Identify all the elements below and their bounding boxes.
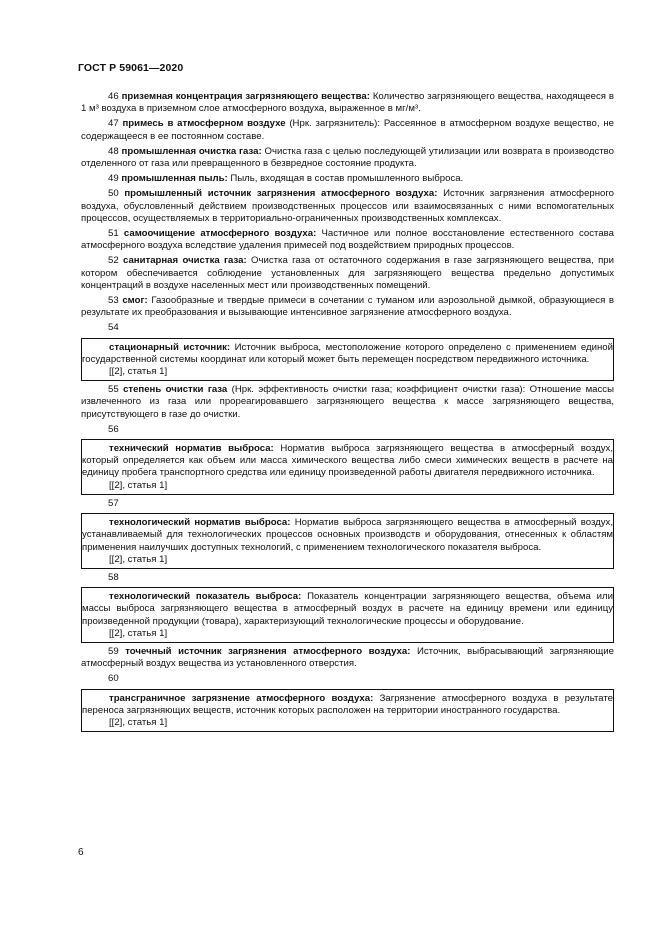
- quoted-definition-box: [81, 513, 614, 569]
- document-body: [81, 91, 614, 735]
- entry-number: 56: [108, 423, 119, 435]
- entry-number: 48: [108, 145, 119, 157]
- term-definition: (Нрк. загрязнитель): Рассеянное в атмосферном воздухе вещество, не содержащееся в ее постоянном составе.: [81, 118, 614, 142]
- term-entry: [81, 384, 614, 421]
- term-entry: [81, 146, 614, 170]
- term-definition: Количество загрязняющего вещества, находящееся в 1 м³ воздуха в приземном слое атмосферного воздуха, выраженное в мг/м³.: [81, 91, 615, 115]
- entry-number: 55: [108, 384, 119, 396]
- entry-number: 49: [108, 173, 119, 185]
- entry-number: 47: [108, 118, 119, 130]
- entry-number: 46: [108, 91, 119, 102]
- term-definition: Очистка газа с целью последующей утилизации или возврата в производство отделенного от газа или превращенного в безвредное состояние продукта.: [81, 145, 614, 170]
- term-entry: [81, 118, 614, 142]
- source-reference: [[2], статья 1]: [109, 627, 168, 639]
- term-name: точечный источник загрязнения атмосферного воздуха:: [125, 645, 411, 657]
- term-entry: [81, 173, 614, 185]
- term-definition: Показатель концентрации загрязняющего вещества, объема или массы выброса загрязняющего вещества в атмосферный воздух в расчете на единицу времени или единицу произведенной продукции (товара), характеризующий технологические процессы и оборудование.: [82, 591, 613, 627]
- source-reference: [[2], статья 1]: [109, 366, 168, 378]
- term-entry: [82, 693, 613, 717]
- term-definition: Источник выброса, местоположение которого определено с применением единой государственной системы координат или который может быть перемещен посредством передвижного источника.: [82, 341, 613, 365]
- term-name: технологический показатель выброса:: [109, 591, 302, 603]
- term-entry: [81, 228, 614, 252]
- entry-number: 51: [108, 228, 119, 240]
- term-name: смог:: [122, 295, 148, 307]
- term-name: самоочищение атмосферного воздуха:: [123, 228, 317, 240]
- term-name: примесь в атмосферном воздухе: [122, 118, 286, 130]
- term-entry: [82, 443, 613, 480]
- term-name: трансграничное загрязнение атмосферного воздуха:: [109, 692, 374, 704]
- term-entry: [81, 295, 614, 319]
- term-name: технологический норматив выброса:: [109, 517, 291, 529]
- entry-number: 53: [108, 295, 119, 307]
- entry-number: 50: [108, 188, 119, 200]
- term-definition: Загрязнение атмосферного воздуха в результате переноса загрязняющих веществ, источник которых расположен на территории иностранного государства.: [82, 692, 613, 716]
- term-entry: [81, 188, 614, 225]
- term-definition: Очистка газа от остаточного содержания в газе загрязняющего вещества, при котором обеспечивается соблюдение установленных для загрязняющего вещества предельно допустимых концентраций в воздухе населенных мест или производственных помещений.: [81, 255, 614, 291]
- term-definition: Частичное или полное восстановление естественного состава атмосферного воздуха вследствие удаления примесей под воздействием природных процессов.: [81, 228, 614, 252]
- source-reference: [[2], статья 1]: [109, 479, 168, 491]
- quoted-definition-box: [81, 689, 614, 733]
- term-name: стационарный источник:: [109, 341, 231, 353]
- term-entry: [82, 591, 613, 628]
- document-header: ГОСТ Р 59061—2020: [78, 62, 184, 74]
- term-entry: [82, 517, 613, 554]
- term-entry: [81, 91, 614, 115]
- entry-number: 58: [108, 571, 119, 583]
- term-name: степень очистки газа: [123, 384, 228, 396]
- term-definition: Газообразные и твердые примеси в сочетании с туманом или аэрозольной дымкой, образующиеся в результате их преобразования и вызывающие интенсивное загрязнение атмосферного воздуха.: [81, 295, 614, 319]
- entry-number: 54: [108, 322, 119, 334]
- quoted-definition-box: [81, 338, 614, 382]
- term-name: промышленный источник загрязнения атмосферного воздуха:: [124, 188, 438, 200]
- term-entry: [81, 646, 614, 670]
- term-entry: [81, 255, 614, 292]
- term-definition: (Нрк. эффективность очистки газа; коэффициент очистки газа): Отношение массы извлеченного из газа или прореагировавшего загрязняющего вещества к массе загрязняющего вещества, присутствующего в газе до очистки.: [81, 384, 614, 420]
- quoted-definition-box: [81, 439, 614, 495]
- source-reference: [[2], статья 1]: [109, 716, 168, 728]
- term-entry: [82, 342, 613, 366]
- entry-number: 57: [108, 497, 119, 509]
- term-name: санитарная очистка газа:: [123, 255, 247, 267]
- term-definition: Пыль, входящая в состав промышленного выброса.: [227, 173, 464, 185]
- term-definition: Источник, выбрасывающий загрязняющие атмосферный воздух вещества из установленного отверстия.: [81, 645, 614, 670]
- term-name: приземная концентрация загрязняющего вещества:: [121, 91, 370, 102]
- page-number: 6: [78, 847, 84, 858]
- entry-number: 52: [108, 255, 119, 267]
- term-definition: Норматив выброса загрязняющего вещества в атмосферный воздух, который определяется как объем или масса химического вещества либо смеси химических веществ в расчете на единицу пробега транспортного средства или единицу произведенной работы двигателя передвижного источника.: [82, 443, 613, 479]
- term-definition: Источник загрязнения атмосферного воздуха, обусловленный действием производственных процессов или взаимосвязанных с ними вспомогательных процессов, осуществляемых в территориально-ограниченных производственных комплексах.: [81, 188, 615, 224]
- entry-number: 60: [108, 673, 119, 685]
- term-name: промышленная очистка газа:: [121, 145, 262, 157]
- term-name: технический норматив выброса:: [109, 443, 274, 455]
- quoted-definition-box: [81, 587, 614, 643]
- entry-number: 59: [108, 645, 119, 657]
- term-name: промышленная пыль:: [121, 173, 228, 185]
- term-definition: Норматив выброса загрязняющего вещества в атмосферный воздух, устанавливаемый для технологических процессов основных производств и оборудования, отнесенных к областям применения наилучших доступных технологий, с применением технологического показателя выброса.: [82, 517, 613, 553]
- source-reference: [[2], статья 1]: [109, 553, 168, 565]
